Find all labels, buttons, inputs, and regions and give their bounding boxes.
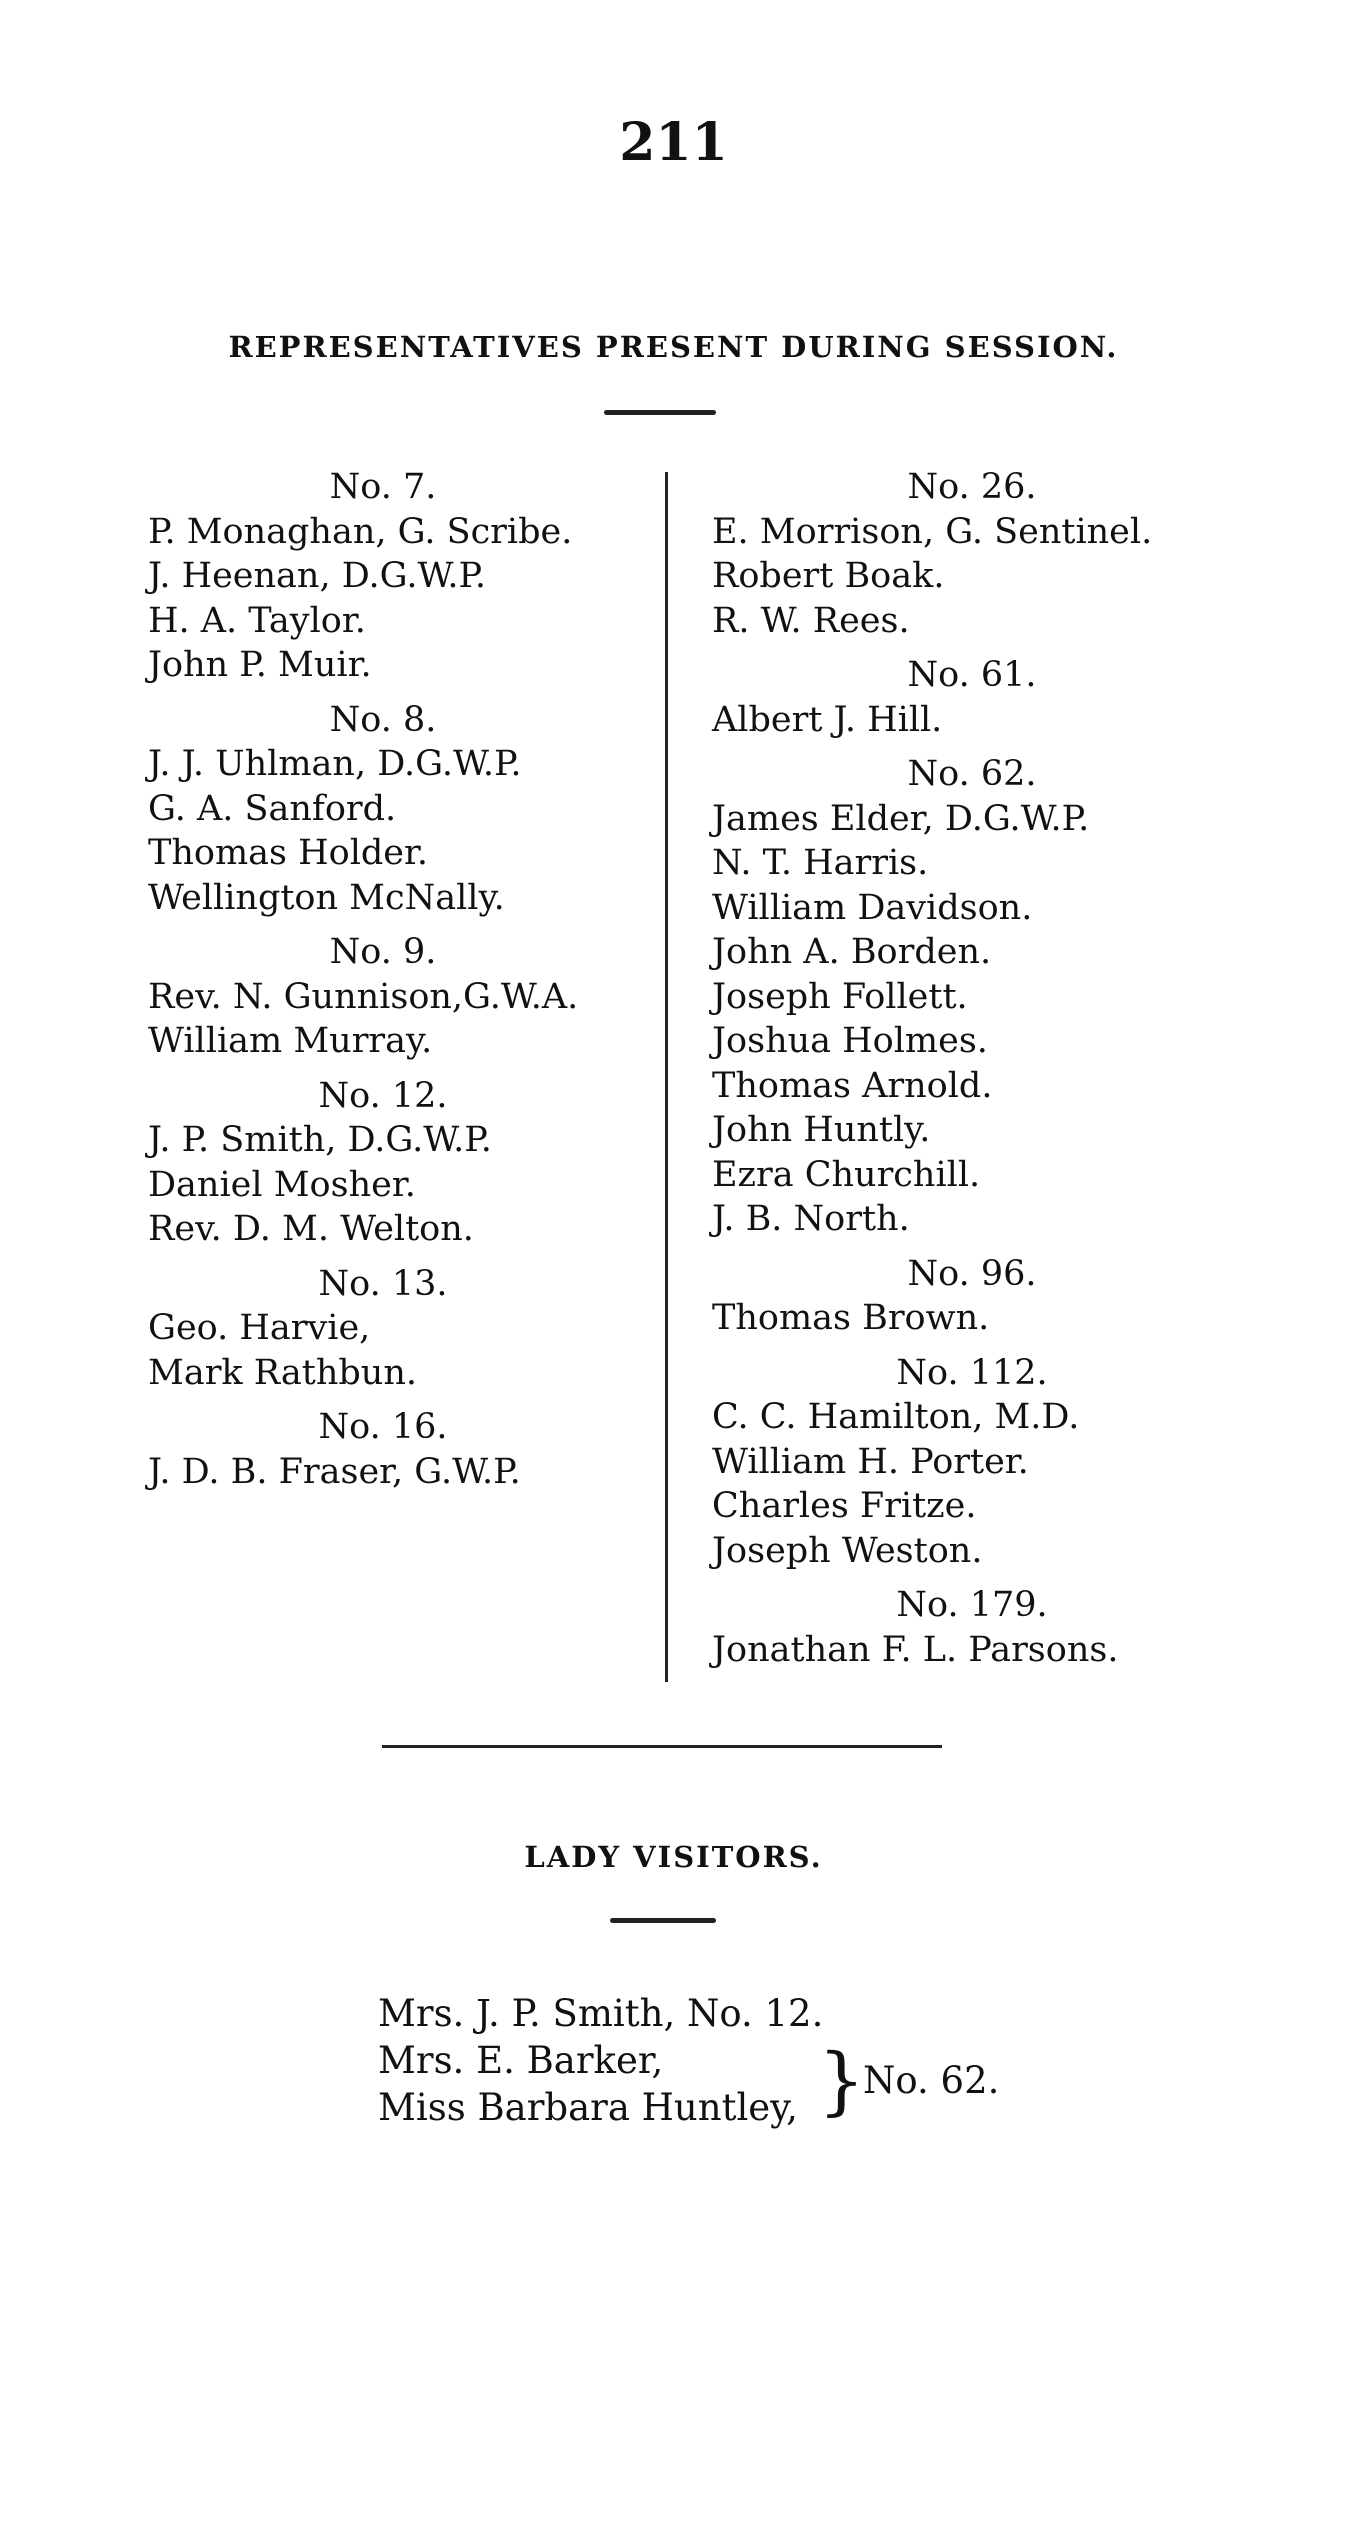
member-name: J. J. Uhlman, D.G.W.P. (148, 744, 522, 784)
member-name: Daniel Mosher. (148, 1164, 416, 1205)
member-name: Thomas Holder. (148, 833, 429, 873)
visitor-group-label: No. 62. (863, 2059, 1000, 2102)
lodge-number-heading: No. 61. (907, 655, 1037, 695)
section-separator (382, 1745, 942, 1748)
member-name: Thomas Brown. (712, 1298, 990, 1338)
lady-visitors-list (378, 1990, 1000, 2131)
lodge-number-heading: No. 26. (907, 467, 1037, 507)
member-name: N. T. Harris. (712, 843, 929, 883)
member-name: J. D. B. Fraser, G.W.P. (148, 1451, 521, 1492)
column-divider (665, 472, 668, 1682)
member-name: John Huntly. (712, 1110, 931, 1150)
member-name: Albert J. Hill. (712, 699, 943, 740)
page-number: 211 (619, 112, 728, 173)
member-name: Mark Rathbun. (148, 1352, 418, 1393)
lady-visitors-rule (610, 1918, 716, 1923)
lodge-number-heading: No. 7. (329, 467, 437, 507)
lodge-number-heading: No. 13. (318, 1263, 448, 1304)
lady-visitors-title: LADY VISITORS. (524, 1840, 823, 1874)
lodge-group (712, 1252, 1232, 1341)
member-name: Joseph Weston. (712, 1530, 983, 1571)
member-name: James Elder, D.G.W.P. (712, 798, 1090, 839)
lodge-group (148, 930, 618, 1064)
member-name: William Murray. (148, 1021, 433, 1061)
member-name: G. A. Sanford. (148, 788, 397, 829)
member-name: William H. Porter. (712, 1441, 1029, 1482)
lodge-number-heading: No. 12. (318, 1075, 448, 1116)
lodge-group (712, 653, 1232, 742)
member-name: Wellington McNally. (148, 877, 505, 918)
member-name: William Davidson. (712, 887, 1033, 928)
lodge-group (148, 1262, 618, 1396)
member-name: Robert Boak. (712, 556, 945, 596)
lodge-number-heading: No. 8. (329, 699, 437, 740)
member-name: Rev. N. Gunnison,G.W.A. (148, 976, 579, 1017)
member-name: J. P. Smith, D.G.W.P. (148, 1120, 492, 1160)
lodge-group (148, 1405, 618, 1494)
member-name: Rev. D. M. Welton. (148, 1209, 474, 1249)
lodge-group (148, 698, 618, 921)
lodge-group (712, 752, 1232, 1242)
brace-icon: } (818, 2038, 866, 2124)
member-name: Geo. Harvie, (148, 1308, 371, 1348)
member-name: Charles Fritze. (712, 1486, 977, 1526)
left-column (148, 465, 618, 1504)
lodge-number-heading: No. 179. (896, 1585, 1048, 1625)
member-name: Ezra Churchill. (712, 1154, 981, 1195)
member-name: E. Morrison, G. Sentinel. (712, 511, 1153, 552)
member-name: R. W. Rees. (712, 600, 910, 641)
lodge-number-heading: No. 62. (907, 754, 1037, 794)
member-name: John P. Muir. (148, 645, 372, 685)
member-name: C. C. Hamilton, M.D. (712, 1397, 1080, 1437)
member-name: Joseph Follett. (712, 976, 968, 1017)
lodge-group (712, 465, 1232, 643)
lodge-number-heading: No. 16. (318, 1407, 448, 1447)
lodge-group (148, 465, 618, 688)
visitor-single: Mrs. J. P. Smith, No. 12. (378, 1992, 824, 2035)
member-name: P. Monaghan, G. Scribe. (148, 511, 573, 552)
right-column (712, 465, 1232, 1682)
lodge-number-heading: No. 9. (329, 932, 437, 972)
member-name: Thomas Arnold. (712, 1065, 993, 1106)
member-name: Joshua Holmes. (712, 1021, 988, 1061)
section-title: REPRESENTATIVES PRESENT DURING SESSION. (228, 330, 1119, 364)
member-name: J. Heenan, D.G.W.P. (148, 556, 487, 596)
member-name: Jonathan F. L. Parsons. (712, 1629, 1119, 1670)
visitor-grouped: Mrs. E. Barker, (378, 2039, 664, 2082)
lodge-group (712, 1583, 1232, 1672)
lodge-number-heading: No. 96. (907, 1253, 1037, 1294)
visitor-bracket-group (378, 2037, 1000, 2131)
lodge-number-heading: No. 112. (896, 1352, 1048, 1393)
visitor-grouped: Miss Barbara Huntley, (378, 2086, 798, 2129)
lodge-group (148, 1074, 618, 1252)
lodge-group (712, 1351, 1232, 1574)
member-name: John A. Borden. (712, 932, 992, 972)
member-name: J. B. North. (712, 1199, 910, 1239)
member-name: H. A. Taylor. (148, 600, 366, 641)
title-rule (604, 410, 716, 415)
